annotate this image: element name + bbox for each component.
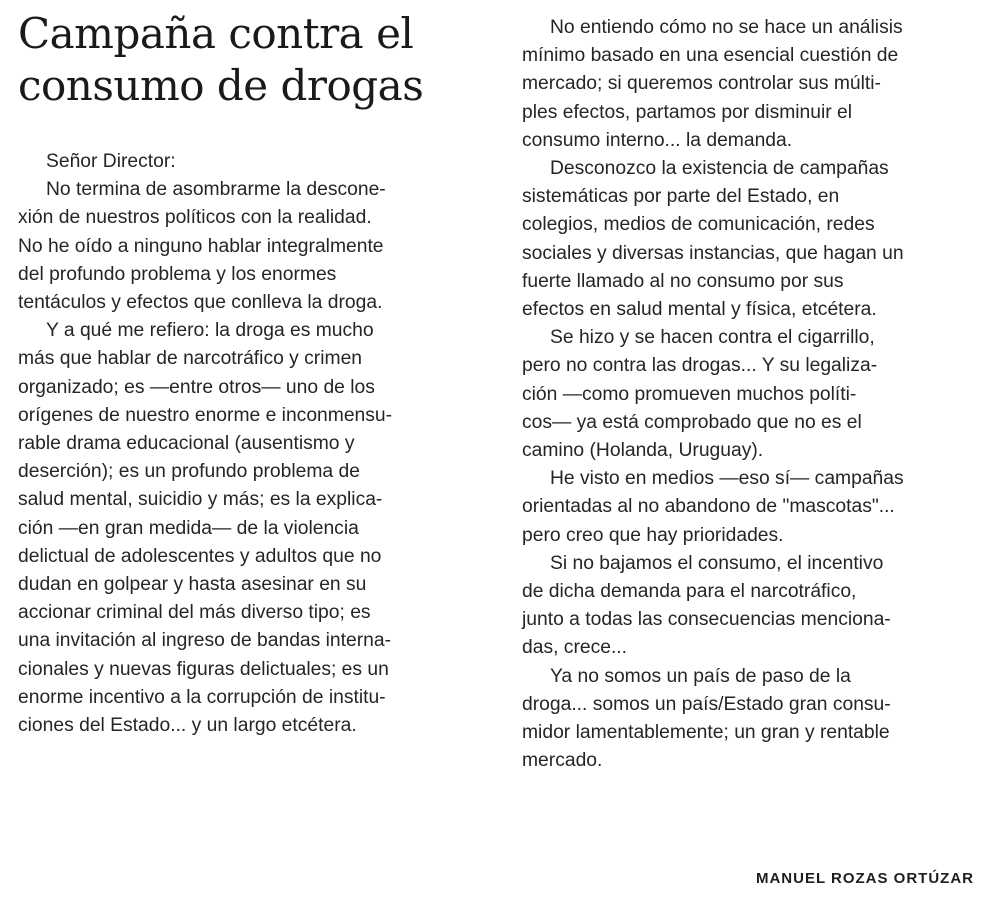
- text-line: delictual de adolescentes y adultos que no: [18, 545, 382, 567]
- text-line: una invitación al ingreso de bandas interna-: [18, 630, 392, 652]
- text-line: Se hizo y se hacen contra el cigarrillo,: [550, 327, 875, 349]
- left-column: [18, 0, 478, 740]
- text-line: ciones del Estado... y un largo etcétera.: [18, 715, 357, 737]
- text-line: tentáculos y efectos que conlleva la droga.: [18, 292, 383, 314]
- text-line: dudan en golpear y hasta asesinar en su: [18, 574, 367, 596]
- text-line: fuerte llamado al no consumo por sus: [522, 270, 844, 292]
- text-line: orígenes de nuestro enorme e inconmensu-: [18, 404, 393, 426]
- text-line: droga... somos un país/Estado gran consu-: [522, 693, 891, 715]
- text-line: midor lamentablemente; un gran y rentable: [522, 722, 890, 744]
- text-line: He visto en medios —eso sí— campañas: [550, 468, 904, 490]
- text-line: pero creo que hay prioridades.: [522, 524, 784, 546]
- text-line: consumo interno... la demanda.: [522, 129, 793, 151]
- text-line: ción —como promueven muchos políti-: [522, 383, 857, 405]
- text-line: sistemáticas por parte del Estado, en: [522, 186, 840, 208]
- left-paragraphs: [18, 148, 478, 740]
- text-line: mercado.: [522, 750, 603, 772]
- text-line: pero no contra las drogas... Y su legaliza-: [522, 355, 878, 377]
- text-line: das, crece...: [522, 637, 628, 659]
- text-line: xión de nuestros políticos con la realidad.: [18, 207, 372, 229]
- text-line: No he oído a ninguno hablar integralmente: [18, 235, 384, 257]
- text-line: camino (Holanda, Uruguay).: [522, 440, 764, 462]
- text-line: colegios, medios de comunicación, redes: [522, 214, 875, 236]
- text-line: Y a qué me refiero: la droga es mucho: [46, 320, 374, 342]
- text-line: accionar criminal del más diverso tipo; es: [18, 602, 371, 624]
- text-line: ción —en gran medida— de la violencia: [18, 517, 359, 539]
- text-line: Ya no somos un país de paso de la: [550, 665, 851, 687]
- text-line: organizado; es —entre otros— uno de los: [18, 376, 375, 398]
- article-title: [18, 8, 478, 112]
- text-line: Señor Director:: [46, 151, 176, 172]
- text-line: efectos en salud mental y física, etcétera.: [522, 299, 877, 321]
- title-line: consumo de drogas: [18, 61, 424, 110]
- text-line: rable drama educacional (ausentismo y: [18, 433, 355, 455]
- text-line: ples efectos, partamos por disminuir el: [522, 101, 853, 123]
- title-line: Campaña contra el: [18, 9, 414, 58]
- text-line: deserción); es un profundo problema de: [18, 461, 360, 483]
- right-body: [522, 14, 974, 775]
- text-line: mínimo basado en una esencial cuestión de: [522, 45, 899, 67]
- text-line: mercado; si queremos controlar sus múlti-: [522, 73, 881, 95]
- text-line: salud mental, suicidio y más; es la explica-: [18, 489, 383, 511]
- right-column: [522, 0, 974, 887]
- text-line: orientadas al no abandono de "mascotas"...: [522, 496, 895, 518]
- text-line: Si no bajamos el consumo, el incentivo: [550, 552, 884, 574]
- text-line: No termina de asombrarme la descone-: [46, 179, 386, 201]
- right-paragraphs: [522, 14, 974, 775]
- text-line: Desconozco la existencia de campañas: [550, 158, 889, 180]
- text-line: más que hablar de narcotráfico y crimen: [18, 348, 363, 370]
- text-line: cos— ya está comprobado que no es el: [522, 411, 862, 433]
- text-line: enorme incentivo a la corrupción de institu-: [18, 686, 386, 708]
- text-line: de dicha demanda para el narcotráfico,: [522, 581, 857, 603]
- text-line: del profundo problema y los enormes: [18, 263, 337, 285]
- author-signature: MANUEL ROZAS ORTÚZAR: [755, 870, 974, 887]
- text-line: No entiendo cómo no se hace un análisis: [550, 17, 903, 38]
- text-line: junto a todas las consecuencias menciona-: [522, 609, 891, 631]
- text-line: cionales y nuevas figuras delictuales; es un: [18, 658, 389, 680]
- left-body: [18, 148, 478, 740]
- text-line: sociales y diversas instancias, que hagan un: [522, 242, 904, 264]
